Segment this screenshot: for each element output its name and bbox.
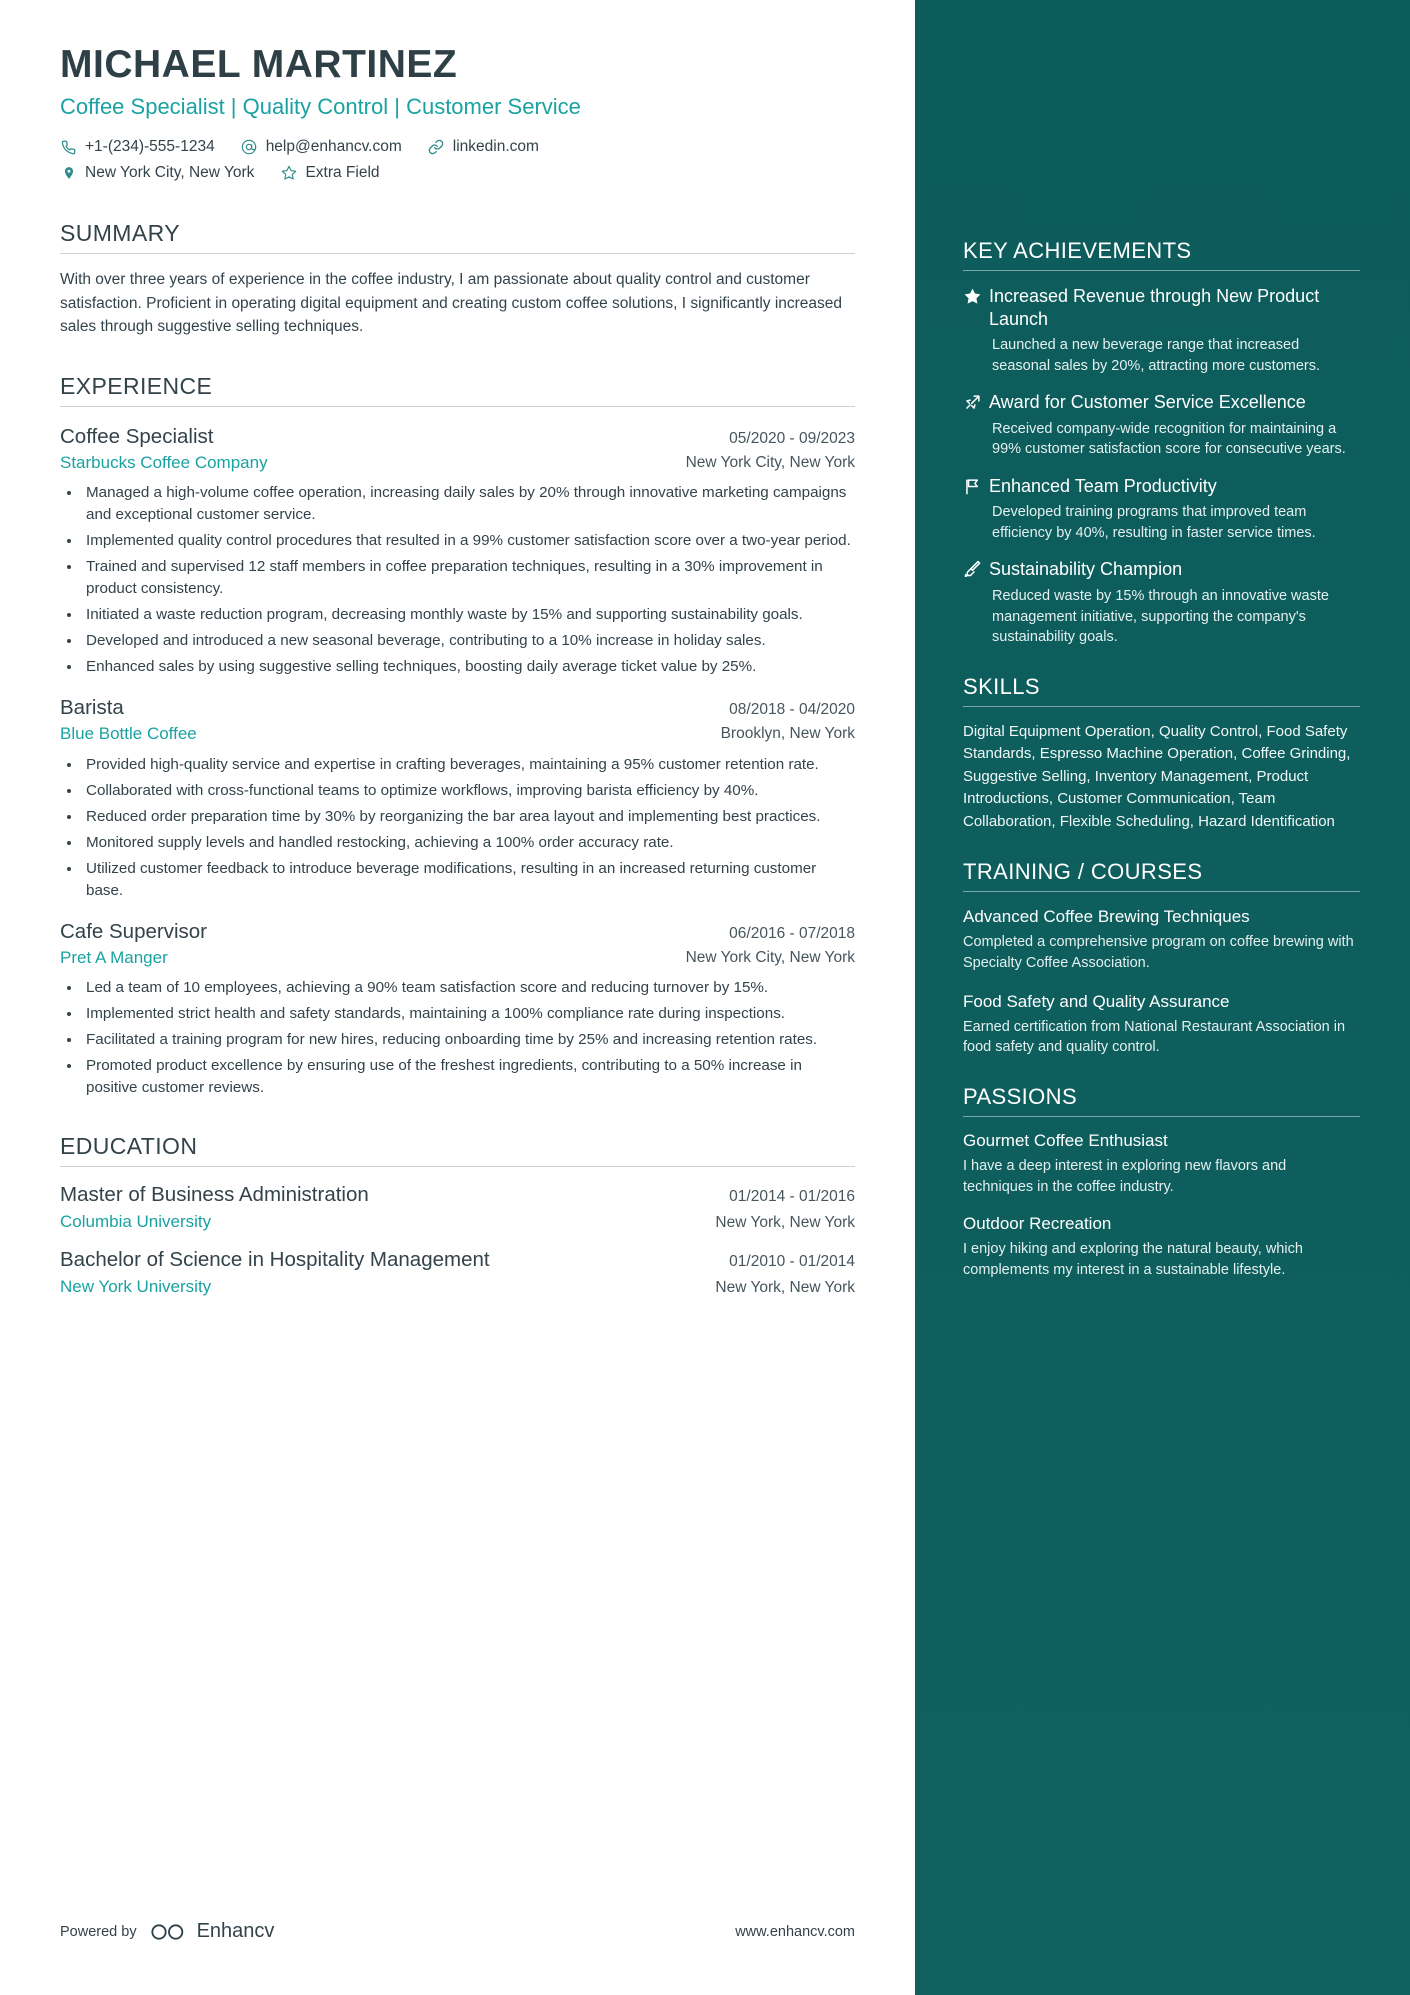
job-title: Cafe Supervisor [60,919,207,943]
experience-header [60,425,855,449]
powered-by-label: Powered by [60,1923,137,1940]
enhancv-logo [149,1920,275,1943]
passions-title: PASSIONS [963,1084,1078,1110]
education-school: New York University [60,1277,212,1297]
passion-desc: I enjoy hiking and exploring the natural beauty, which complements my interest in a sustainable lifestyle. [963,1241,1303,1278]
education-dates: 01/2010 - 01/2014 [729,1253,855,1271]
column-divider [906,0,915,1995]
education-dates: 01/2014 - 01/2016 [729,1188,855,1206]
contact-location-text: New York City, New York [85,164,255,182]
email-icon [241,139,258,156]
passion-item [963,1131,1360,1197]
experience-subheader [60,453,855,473]
experience-section-title: EXPERIENCE [60,373,213,400]
passion-item [963,1214,1360,1280]
job-company: Starbucks Coffee Company [60,453,268,473]
paintbrush-icon [963,558,989,579]
job-bullet: • Implemented quality control procedures that resulted in a 99% customer satisfaction score over a two-year period. [82,530,855,552]
skills-title: SKILLS [963,673,1041,699]
experience-divider [60,406,855,407]
education-subheader [60,1212,855,1232]
powered-by-group [60,1920,274,1943]
contact-extra-field-text: Extra Field [305,164,380,182]
achievement-desc: Received company-wide recognition for maintaining a 99% customer satisfaction score for consecutive years. [992,420,1346,458]
infinity-icon [149,1921,189,1943]
contact-linkedin[interactable] [428,138,539,156]
contact-email-text: help@enhancv.com [265,138,402,156]
job-bullets [60,977,855,1099]
star-filled-icon [963,285,989,306]
course-desc: Completed a comprehensive program on coffee brewing with Specialty Coffee Association. [963,934,1354,972]
achievement-desc: Reduced waste by 15% through an innovative waste management initiative, supporting the company's sustainability goals. [992,587,1329,646]
job-location: Brooklyn, New York [720,725,855,743]
contact-row-1 [60,138,855,160]
experience-subheader [60,948,855,968]
achievement-body [989,475,1360,544]
achievement-body [989,391,1360,460]
job-dates: 06/2016 - 07/2018 [729,924,855,942]
job-bullets [60,754,855,902]
rocket-icon [963,391,989,412]
contact-phone[interactable] [60,138,215,156]
achievement-desc: Developed training programs that improved team efficiency by 40%, resulting in faster service times. [992,504,1316,541]
key-achievements-section [963,238,1360,648]
achievement-item [963,285,1360,376]
job-bullet: • Trained and supervised 12 staff members in coffee preparation techniques, resulting in a 30% improvement in product consistency. [82,556,855,600]
training-title: TRAINING / COURSES [963,859,1203,885]
experience-item [60,425,855,678]
summary-text: With over three years of experience in the coffee industry, I am passionate about quality control and customer satisfaction. Proficient in operating digital equipment and creating custom coffee solutions, I significantly increased sales through suggestive selling techniques. [60,271,843,336]
summary-divider [60,253,855,254]
course-title: Advanced Coffee Brewing Techniques [963,907,1250,927]
course-desc: Earned certification from National Restaurant Association in food safety and quality control. [963,1018,1346,1056]
job-bullet: • Facilitated a training program for new hires, reducing onboarding time by 25% and increasing retention rates. [82,1029,855,1051]
brand-name: Enhancv [196,1920,275,1942]
education-school: Columbia University [60,1212,212,1232]
education-location: New York, New York [715,1214,855,1232]
achievement-item [963,475,1360,544]
passion-title: Gourmet Coffee Enthusiast [963,1131,1168,1151]
education-item [60,1183,855,1232]
job-bullet: • Promoted product excellence by ensuring use of the freshest ingredients, contributing to a 50% increase in positive customer reviews. [82,1055,855,1099]
job-location: New York City, New York [685,948,855,966]
skills-divider [963,706,1360,707]
education-section-title: EDUCATION [60,1133,198,1160]
footer-website: www.enhancv.com [735,1923,855,1940]
achievement-body [989,558,1360,647]
job-bullets [60,482,855,678]
achievement-item [963,391,1360,460]
course-item [963,991,1360,1058]
job-title: Coffee Specialist [60,425,214,449]
contact-email[interactable] [241,138,402,156]
job-bullet: • Implemented strict health and safety standards, maintaining a 100% compliance rate during inspections. [82,1003,855,1025]
contact-location [60,164,254,182]
education-header [60,1248,855,1272]
job-bullet: • Led a team of 10 employees, achieving a 90% team satisfaction score and reducing turnover by 15%. [82,977,855,999]
job-bullet: • Collaborated with cross-functional teams to optimize workflows, improving barista efficiency by 40%. [82,780,855,802]
key-achievements-divider [963,270,1360,271]
experience-item [60,696,855,901]
key-achievements-title: KEY ACHIEVEMENTS [963,238,1192,263]
job-bullet: • Reduced order preparation time by 30% by reorganizing the bar area layout and implementing best practices. [82,806,855,828]
job-title: Barista [60,696,124,720]
education-divider [60,1166,855,1167]
course-title: Food Safety and Quality Assurance [963,991,1230,1011]
job-bullet: • Initiated a waste reduction program, decreasing monthly waste by 15% and supporting sustainability goals. [82,604,855,626]
experience-item [60,920,855,1099]
contact-phone-text: +1-(234)-555-1234 [85,138,215,156]
passions-section [963,1084,1360,1280]
experience-header [60,696,855,720]
contact-extra-field [280,164,379,182]
location-pin-icon [60,165,77,182]
achievement-item [963,558,1360,647]
job-company: Blue Bottle Coffee [60,724,197,744]
training-divider [963,891,1360,892]
achievement-body [989,285,1360,376]
contact-linkedin-text: linkedin.com [452,138,539,156]
achievement-title: Award for Customer Service Excellence [989,392,1306,413]
skills-text: Digital Equipment Operation, Quality Control, Food Safety Standards, Espresso Machine Operation, Coffee Grinding, Suggestive Selling, Inventory Management, Product Introductions, Customer Communication, Team Collaboration, Flexible Scheduling, Hazard Identification [963,722,1351,830]
passion-desc: I have a deep interest in exploring new flavors and techniques in the coffee industry. [963,1158,1287,1195]
page-footer [60,1920,855,1943]
job-bullet: • Developed and introduced a new seasonal beverage, contributing to a 10% increase in holiday sales. [82,630,855,652]
flag-icon [963,475,989,496]
candidate-name: MICHAEL MARTINEZ [60,43,458,86]
course-item [963,906,1360,973]
experience-header [60,920,855,944]
experience-subheader [60,724,855,744]
job-bullet: • Managed a high-volume coffee operation, increasing daily sales by 20% through innovative marketing campaigns and exceptional customer service. [82,482,855,526]
passion-title: Outdoor Recreation [963,1214,1112,1234]
phone-icon [60,139,77,156]
achievement-title: Enhanced Team Productivity [989,475,1217,496]
summary-section-title: SUMMARY [60,220,180,247]
education-item [60,1248,855,1297]
passions-divider [963,1116,1360,1117]
candidate-headline: Coffee Specialist | Quality Control | Customer Service [60,93,581,119]
education-degree: Bachelor of Science in Hospitality Management [60,1248,490,1272]
job-company: Pret A Manger [60,947,168,967]
education-degree: Master of Business Administration [60,1183,369,1207]
education-subheader [60,1277,855,1297]
achievement-desc: Launched a new beverage range that increased seasonal sales by 20%, attracting more customers. [992,337,1321,374]
job-dates: 08/2018 - 04/2020 [729,701,855,719]
skills-section [963,674,1360,834]
achievement-title: Increased Revenue through New Product Launch [989,286,1320,329]
job-bullet: • Provided high-quality service and expertise in crafting beverages, maintaining a 95% customer retention rate. [82,754,855,776]
education-header [60,1183,855,1207]
sidebar-column [915,0,1410,1995]
contact-row-2 [60,164,855,186]
job-bullet: • Enhanced sales by using suggestive selling techniques, boosting daily average ticket value by 25%. [82,656,855,678]
link-icon [428,139,445,156]
star-icon [280,165,297,182]
achievement-title: Sustainability Champion [989,559,1183,580]
job-dates: 05/2020 - 09/2023 [729,430,855,448]
education-location: New York, New York [715,1279,855,1297]
job-location: New York City, New York [685,454,855,472]
training-section [963,859,1360,1058]
job-bullet: • Utilized customer feedback to introduce beverage modifications, resulting in an increased returning customer base. [82,858,855,902]
job-bullet: • Monitored supply levels and handled restocking, achieving a 100% order accuracy rate. [82,832,855,854]
